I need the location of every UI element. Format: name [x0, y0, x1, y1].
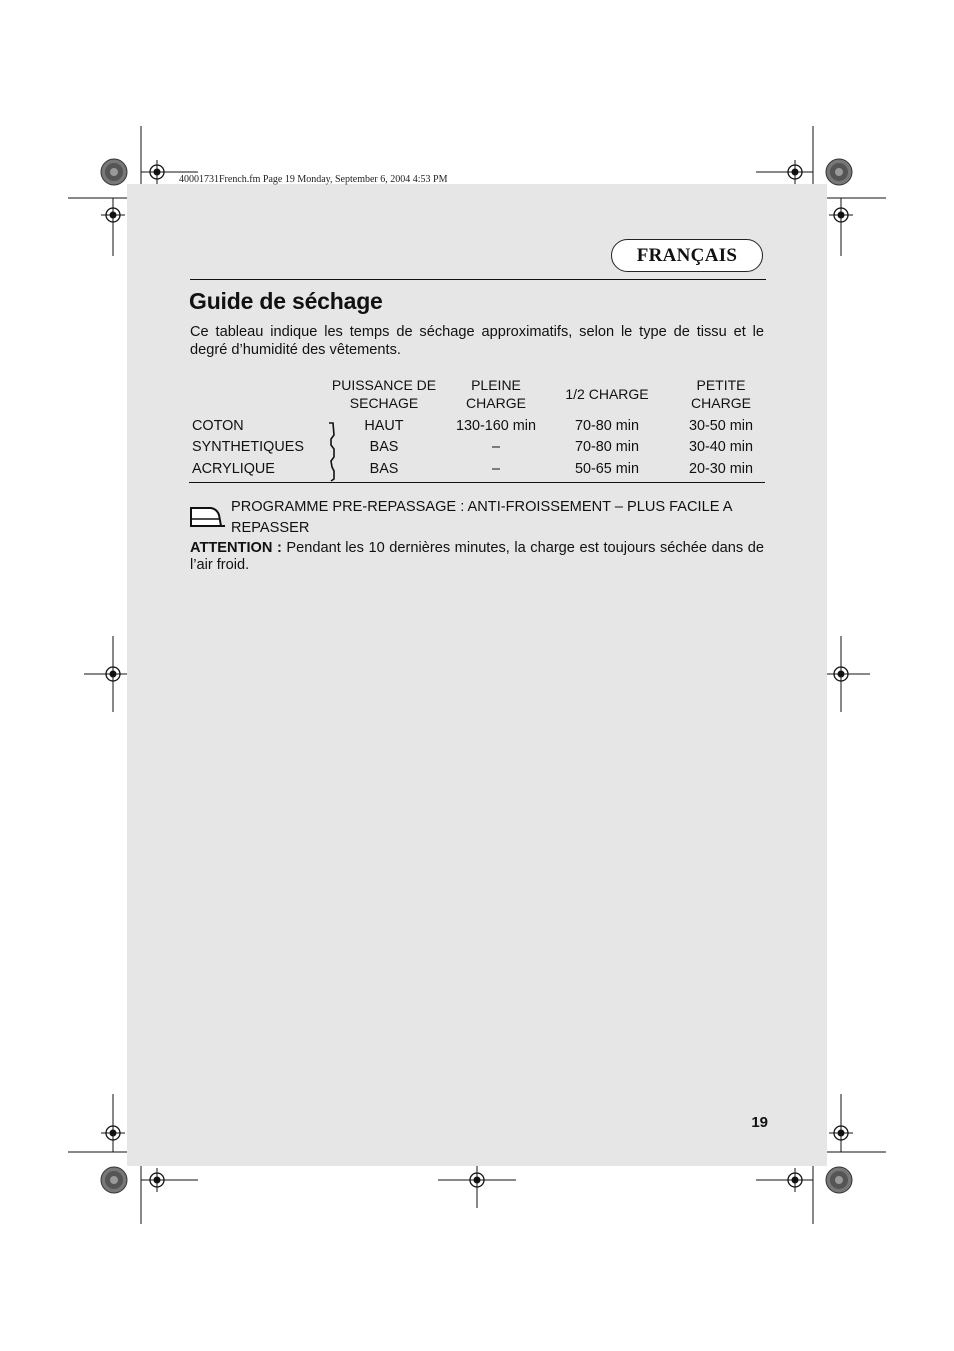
table-row — [189, 436, 765, 457]
table-cell: BAS — [369, 438, 399, 455]
table-cell: 130-160 min — [456, 417, 536, 434]
table-cell: 70-80 min — [575, 417, 639, 434]
iron-icon — [189, 505, 227, 529]
table-cell-fabric: SYNTHETIQUES — [192, 438, 304, 455]
table-cell: 70-80 min — [575, 438, 639, 455]
table-cell: 50-65 min — [537, 457, 677, 483]
table-cell-fabric: ACRYLIQUE — [189, 457, 313, 483]
table-cell: 30-50 min — [689, 417, 753, 434]
table-header-cell — [189, 376, 313, 415]
table-cell-fabric: COTON — [192, 417, 244, 434]
dial-indicator-icon — [327, 421, 337, 483]
attention-text: Pendant les 10 dernières minutes, la charge est toujours séchée dans de l’air froid. — [190, 540, 764, 573]
table-cell: HAUT — [364, 417, 404, 434]
title-rule — [190, 279, 766, 280]
intro-paragraph: Ce tableau indique les temps de séchage approximatifs, selon le type de tissu et le degré d’humidité des vêtements. — [190, 324, 764, 358]
table-header-cell: PLEINE CHARGE — [466, 377, 526, 411]
page-title: Guide de séchage — [189, 288, 383, 314]
attention-label: ATTENTION : — [190, 540, 282, 556]
table-cell: – — [455, 457, 537, 483]
table-row — [189, 457, 765, 483]
table-header-row — [189, 376, 765, 415]
table-header-cell: PUISSANCE DE SECHAGE — [331, 377, 437, 411]
table-header-cell: 1/2 CHARGE — [565, 386, 649, 402]
table-header-cell: PETITE CHARGE — [691, 377, 751, 411]
file-info-header: 40001731French.fm Page 19 Monday, September 6, 2004 4:53 PM — [179, 174, 448, 185]
page-number: 19 — [751, 1114, 768, 1131]
program-note: PROGRAMME PRE-REPASSAGE : ANTI-FROISSEMENT – PLUS FACILE A REPASSER — [231, 499, 732, 536]
table-cell: BAS — [313, 457, 455, 483]
drying-guide-table — [189, 376, 765, 483]
attention-note — [190, 540, 764, 574]
language-badge: FRANÇAIS — [611, 239, 763, 272]
table-cell: 20-30 min — [677, 457, 765, 483]
table-cell: – — [491, 438, 500, 455]
table-row — [189, 415, 765, 436]
table-cell: 30-40 min — [689, 438, 753, 455]
